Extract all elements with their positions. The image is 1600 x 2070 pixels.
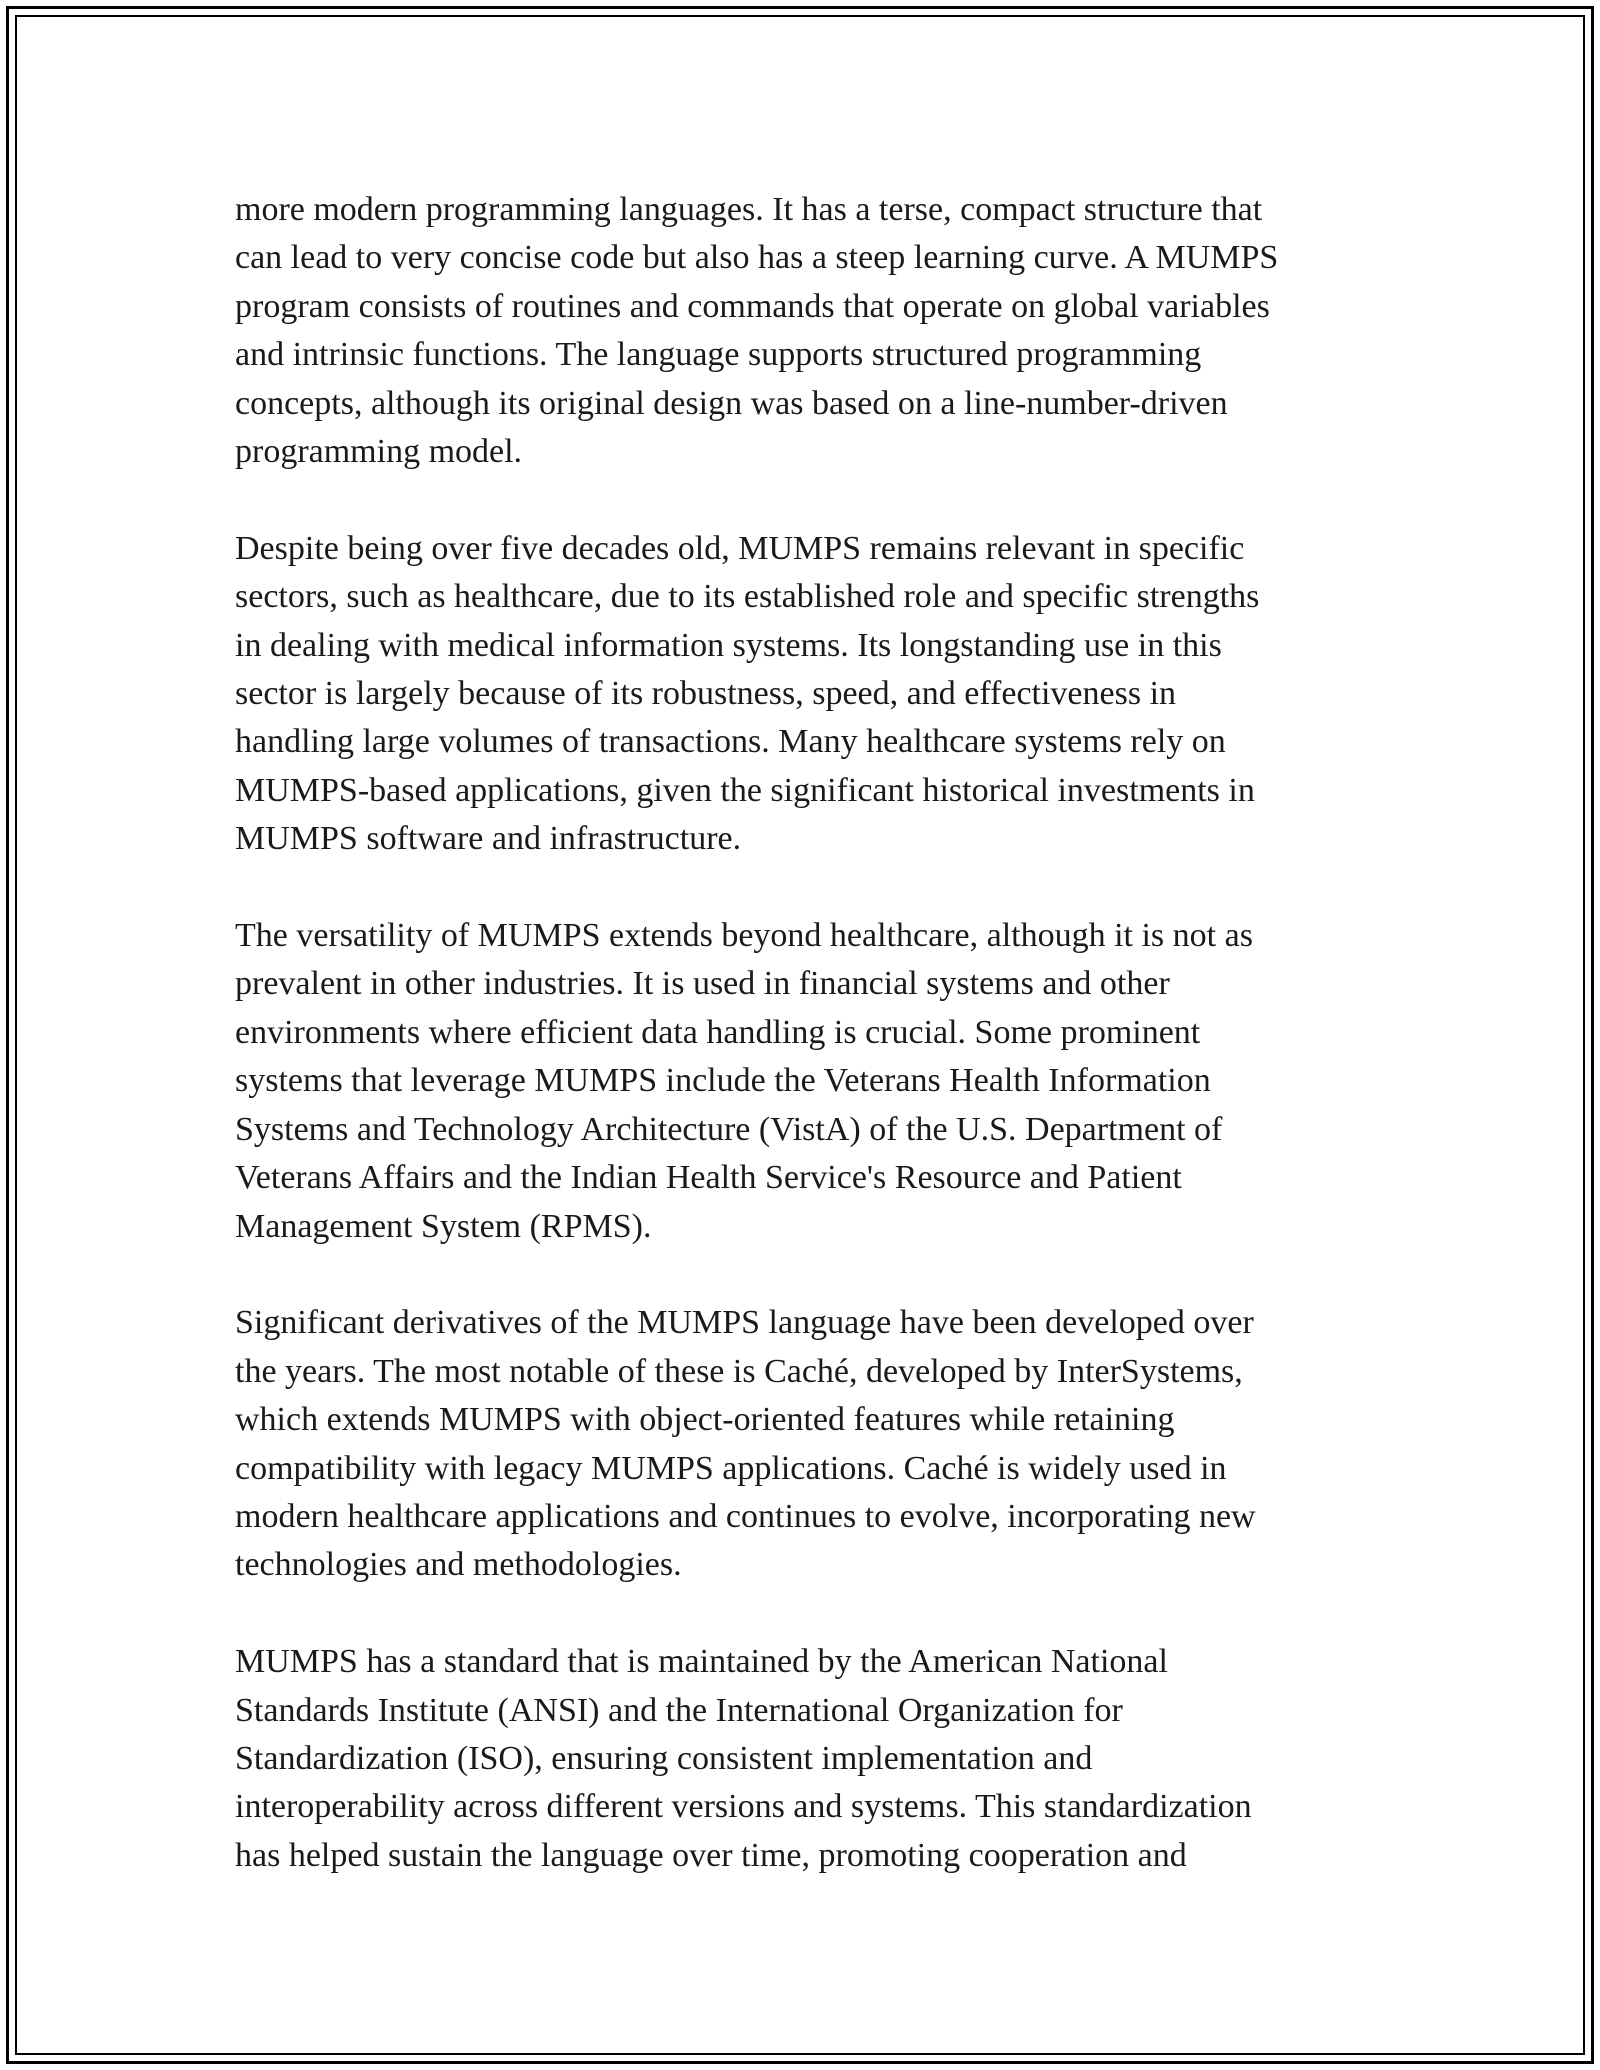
text-line: has helped sustain the language over time, promoting cooperation and: [235, 1836, 1187, 1874]
text-line: and intrinsic functions. The language supports structured programming: [235, 336, 1202, 374]
text-line: compatibility with legacy MUMPS applications. Caché is widely used in: [235, 1449, 1227, 1487]
text-line: The versatility of MUMPS extends beyond healthcare, although it is not as: [235, 917, 1253, 955]
text-line: programming model.: [235, 433, 523, 471]
text-line: Standards Institute (ANSI) and the International Organization for: [235, 1691, 1123, 1729]
paragraph-4: [235, 1299, 1395, 1589]
text-line: Standardization (ISO), ensuring consistent implementation and: [235, 1739, 1093, 1777]
text-line: MUMPS-based applications, given the significant historical investments in: [235, 771, 1255, 809]
text-line: which extends MUMPS with object-oriented features while retaining: [235, 1401, 1175, 1439]
text-line: the years. The most notable of these is Caché, developed by InterSystems,: [235, 1352, 1243, 1390]
paragraph-2: [235, 525, 1395, 864]
text-line: environments where efficient data handling is crucial. Some prominent: [235, 1013, 1201, 1051]
text-line: Significant derivatives of the MUMPS language have been developed over: [235, 1304, 1254, 1342]
text-line: technologies and methodologies.: [235, 1546, 682, 1584]
paragraph-3: [235, 912, 1395, 1251]
text-line: interoperability across different versions and systems. This standardization: [235, 1788, 1252, 1826]
document-body: [235, 186, 1395, 1929]
text-line: program consists of routines and commands that operate on global variables: [235, 287, 1270, 325]
paragraph-5: [235, 1638, 1395, 1880]
text-line: MUMPS software and infrastructure.: [235, 820, 742, 858]
text-line: modern healthcare applications and continues to evolve, incorporating new: [235, 1497, 1256, 1535]
text-line: Veterans Affairs and the Indian Health Service's Resource and Patient: [235, 1159, 1182, 1197]
paragraph-1: [235, 186, 1395, 476]
text-line: can lead to very concise code but also has a steep learning curve. A MUMPS: [235, 239, 1279, 277]
text-line: prevalent in other industries. It is used in financial systems and other: [235, 965, 1170, 1003]
text-line: handling large volumes of transactions. Many healthcare systems rely on: [235, 723, 1226, 761]
text-line: in dealing with medical information systems. Its longstanding use in this: [235, 626, 1222, 664]
text-line: systems that leverage MUMPS include the Veterans Health Information: [235, 1062, 1211, 1100]
text-line: concepts, although its original design was based on a line-number-driven: [235, 384, 1228, 422]
text-line: Management System (RPMS).: [235, 1207, 652, 1245]
text-line: Despite being over five decades old, MUMPS remains relevant in specific: [235, 529, 1245, 567]
text-line: Systems and Technology Architecture (VistA) of the U.S. Department of: [235, 1110, 1223, 1148]
text-line: sectors, such as healthcare, due to its established role and specific strengths: [235, 578, 1260, 616]
text-line: MUMPS has a standard that is maintained by the American National: [235, 1643, 1168, 1681]
text-line: more modern programming languages. It has a terse, compact structure that: [235, 191, 1263, 228]
text-line: sector is largely because of its robustness, speed, and effectiveness in: [235, 675, 1177, 713]
